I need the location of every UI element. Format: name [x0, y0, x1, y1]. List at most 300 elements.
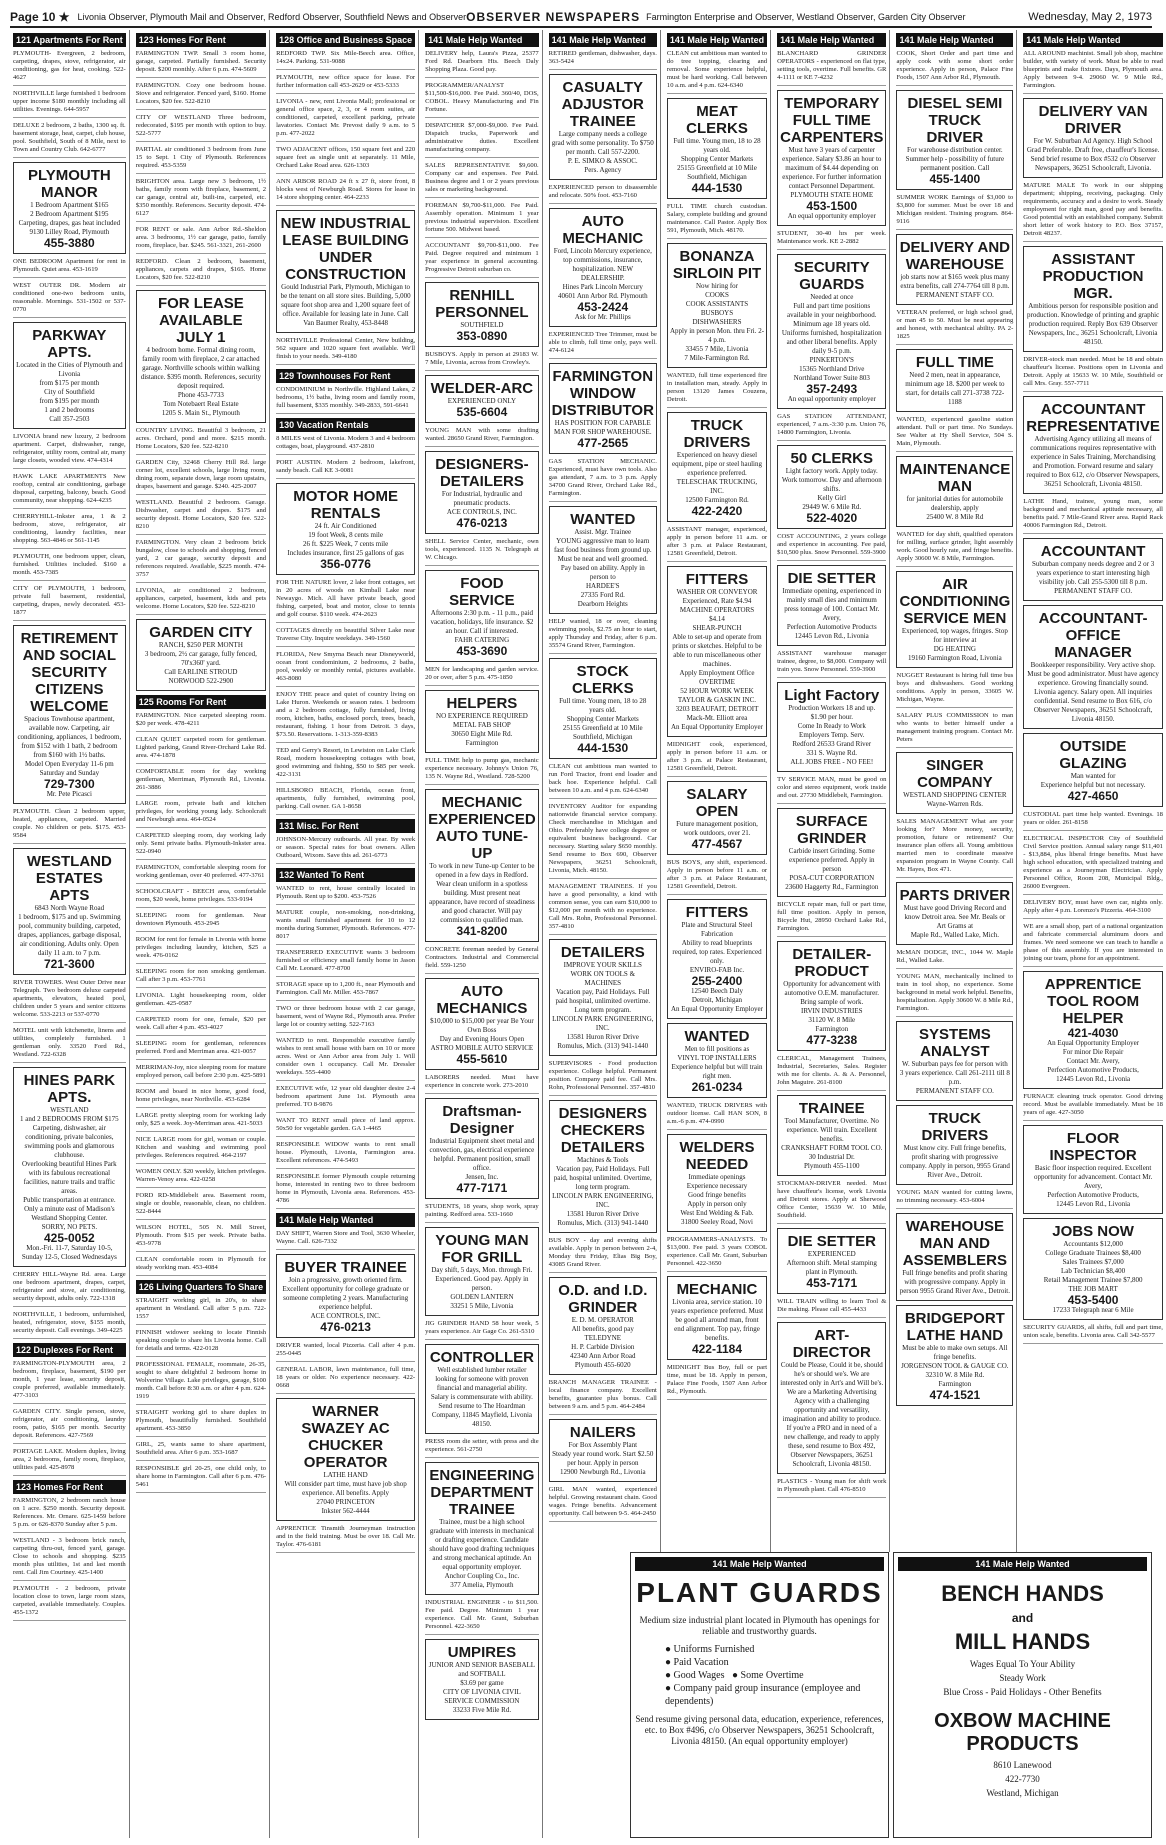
ad-and: and [1011, 1611, 1034, 1625]
ad-phone: 341-8200 [456, 924, 508, 938]
classified-ad: TV SERVICE MAN, must be good on color and stereo equipment, work inside and out. 27730 Middlebelt, Farmington. [777, 776, 886, 804]
ad-title: Light Factory [784, 687, 880, 704]
classified-ad: FULL TIME church custodian. Salary, complete building and ground maintenance. Call Pastor. Apply Box 591, Plymouth, Mich. 48170. [667, 203, 767, 239]
classified-ad: NORTHVILLE large furnished 1 bedroom upper income $180 monthly including all utilities. Evenings. 644-5957 [13, 90, 126, 118]
ad-line: Phone 453-7733 [177, 391, 224, 399]
ad-title: DESIGNERS CHECKERS DETAILERS [558, 1105, 647, 1156]
classified-ad: FARMINGTON. Nice carpeted sleeping room. $20 per week. 478-4211 [136, 712, 266, 732]
ad-title: AUTO MECHANIC [562, 213, 644, 247]
ad-line: 3203 BEAUFAIT, DETROIT [675, 705, 759, 713]
ad-line: Machines & Tools [577, 1156, 629, 1164]
classified-ad: FARMINGTON, comfortable sleeping room for working gentleman, over 40 preferred. 477-3761 [136, 864, 266, 884]
display-ad [549, 1419, 657, 1482]
ad-line: 1205 S. Main St., Plymouth [161, 409, 240, 417]
classified-ad: 8 MILES west of Livonia. Modern 3 and 4 bedroom cottages, boat, playground. 437-2810 [276, 435, 415, 455]
ad-line: Plymouth 455-1100 [803, 1162, 860, 1170]
classified-ad: FOR THE NATURE lover, 2 lake front cottages, set in 20 acres of woods on Kimball Lake near Newaygo. Mich. All have private beach, good fishing, carpeted, boat and motor, close to tennis and golf course. $110 week. 474-2623 [276, 579, 415, 623]
ad-title: FITTERS [685, 904, 749, 921]
ad-title: WARNER SWAZEY AC CHUCKER OPERATOR [301, 1403, 390, 1471]
ad-line: Shopping Center Markets [681, 155, 753, 163]
classified-ad: TED and Gerry's Resort, in Lewiston on Lake Clark Road, modern housekeeping cottages with boat, good swimming and fishing, $50 to $85 per week. 422-3131 [276, 747, 415, 783]
paper-list-right: Farmington Enterprise and Observer, Westland Observer, Garden City Observer [646, 12, 966, 22]
display-ad [425, 1227, 539, 1316]
ad-line: Immediate opening, experienced in mainly small dies and minimum press tonnage of 100. Contact Mr. Avery, [782, 587, 882, 622]
ad-line: Anchor Coupling Co., Inc. [444, 1572, 520, 1580]
ad-line: Will consider part time, must have job shop experience. All benefits. Apply [284, 1480, 407, 1497]
ad-line: 29449 W. 6 Mile Rd. [802, 503, 862, 511]
ad-line: Well established lumber retailer looking for someone with proven financial and managerial ability. Salary is commensurate with ability. Send resume to The Hoardman Company, 11845 Mayfield, Livonia 48150. [430, 1366, 533, 1428]
classified-ad: WANTED, TRUCK DRIVERS with outdoor license. Call HAN SON, 8 a.m.-6 p.m. 474-0990 [667, 1102, 767, 1130]
classified-ad: COMFORTABLE room for day working gentleman, Merriman, Plymouth Rd., Livonia. 261-3886 [136, 768, 266, 796]
ad-line: Sales Trainees $7,000 [1062, 1258, 1124, 1266]
ad-line: Trainee, must be a high school graduate with interests in mechanical or drafting experience. Candidate should have good drafting techniques and strong mechanical aptitude. An equal opportunity employer. [429, 1518, 535, 1571]
display-ad [276, 1398, 415, 1521]
ad-line: 12900 Newburgh Rd., Livonia [559, 1468, 646, 1476]
ad-title: FITTERS [685, 571, 749, 588]
ad-line: DG HEATING [933, 645, 976, 653]
classified-ad: CONDOMINIUM in Northville. Highland Lakes, 2 bedrooms, 1½ baths, living room and family room, full basement, $335 monthly. 349-2833, 591-6641 [276, 386, 415, 414]
display-ad [549, 74, 657, 180]
ad-line: Mon.-Fri. 11-7, Saturday 10-5, Sunday 12-5, Closed Wednesdays [21, 1244, 117, 1261]
display-ad [896, 90, 1013, 190]
ad-line: Advertising Agency utilizing all means of communications requires representative with experience in Sales Training, Merchandising and Promotion. Forward resume and salary required to Box 612, c/o Observer Newspapers, 36251 Schoolcraft, Livonia 48150. [1026, 435, 1160, 488]
display-ad [549, 363, 657, 454]
ad-line: WASHER OR CONVEYOR [676, 588, 758, 596]
display-ad [136, 290, 266, 423]
ad-line: 9130 Lilley Road, Plymouth [29, 228, 110, 236]
classified-ad: RIVER TOWERS. West Outer Drive near Telegraph. Two bedroom deluxe carpeted apartments, elevators, heated pool, children under 5 years and senior citizens welcome. 533-2213 or 537-0770 [13, 979, 126, 1023]
classified-ad: CONCRETE foreman needed by General Contractors. Industrial and Commercial field. 559-1250 [425, 946, 539, 974]
display-ad [777, 565, 886, 646]
ad-line: Livonia area, service station. 10 years experience preferred. Must be good all around man, front end alignment. Top pay, fringe benefits. [670, 1298, 764, 1342]
ad-title: FLOOR INSPECTOR [1049, 1130, 1137, 1164]
ad-line: 25155 Greenfield at 10 Mile [562, 724, 643, 732]
ad-phone: 422-1184 [691, 1342, 743, 1356]
ad-line: $4.14 [709, 615, 725, 623]
ad-title: SECURITY GUARDS [793, 259, 870, 293]
classified-ad: DISPATCHER $7,000-$9,000. Fee Paid. Dispatch trucks, Paperwork and administrative duties. Excellent manufacturing company. [425, 122, 539, 158]
display-ad [425, 375, 539, 423]
display-ad [1023, 605, 1163, 729]
ad-line: West End Welding & Fab. [680, 1209, 754, 1217]
ad-phone: 476-0213 [456, 516, 508, 530]
ad-title: DETAILER-PRODUCT [792, 946, 872, 980]
classified-ad: SCHOOLCRAFT - BEECH area, comfortable room, $20 week, home privileges. 533-9194 [136, 888, 266, 908]
ad-phone: 453-5400 [1067, 1293, 1119, 1307]
classified-ad: BRANCH MANAGER TRAINEE - local finance company. Excellent benefits, guarantee plus bonus. Call between 9 a.m. and 5 p.m. 464-2484 [549, 1379, 657, 1415]
classified-ad: STRAIGHT working girl, in 20's, to share apartment in Westland. Call after 5 p.m. 722-1557 [136, 1297, 266, 1325]
classified-ad: HILLSBORO BEACH, Florida, ocean front, apartments, fully furnished, swimming pool, parking. Call owner. GA 1-8658 [276, 787, 415, 815]
ad-line: Spacious Townhouse apartment, available now. Carpeting, air conditioning, appliances, 1 bedroom, from $152 with 1 bath, 2 bedroom from $160 with 1½ baths. [17, 715, 122, 759]
classified-ad: LIVONIA - new, rent Livonia Mall; professional or general office space, 2, 3, or 4 room suites, air conditioned, carpeted, excellent parking, private lavatories. Contact Mr. Prevost daily 9 a.m. to 5 p.m. 477-2022 [276, 98, 415, 142]
ad-line: HARDEE'S [586, 582, 620, 590]
ad-line: For minor Die Repair [1062, 1048, 1124, 1056]
ad-line: 4 bedroom home. Formal dining room, family room with fireplace, 2 car attached garage. Northville schools within walking distance. $395 month. References, security deposit required. [140, 346, 262, 390]
ad-line: 12500 Farmington Rd. [685, 496, 749, 504]
ad-phone: 427-4650 [1067, 789, 1119, 803]
ad-title: UMPIRES [447, 1644, 517, 1661]
ad-line: NORWOOD 522-2900 [168, 677, 234, 685]
ad-line: Saturday and Sunday [39, 769, 100, 777]
benefit-item: ● Good Wages ● Some Overtime [665, 1670, 804, 1681]
classified-ad: PORTAGE LAKE. Modern duplex, living area, 2 bedrooms, family room, fireplace, utilities paid. 425-8978 [13, 1448, 126, 1476]
ad-line: Inkster 562-4444 [321, 1507, 370, 1515]
classified-ad: WESTLAND - 3 bedroom brick ranch, carpeting thru-out, fenced yard, garage. Close to schools and shopping. $235 month plus utilities, 1st and last month rent. Call Jim Courtney. 425-1400 [13, 1537, 126, 1581]
ad-line: Shopping Center Markets [566, 715, 639, 723]
classified-ad: REDFORD. Clean 2 bedroom, basement, appliances, carpets and drapes, $165. Home Locators, $20 fee. 522-8210 [136, 258, 266, 286]
classified-ad: COUNTRY LIVING. Beautiful 3 bedroom, 21 acres. Orchard, pond and more. $215 month. Home Locators, $20 fee. 522-8210 [136, 427, 266, 455]
classified-ad: LABORERS needed. Must have experience in concrete work. 273-2010 [425, 1074, 539, 1094]
paper-name: OBSERVER NEWSPAPERS [466, 10, 641, 24]
ad-line: Bookkeeper responsibility. Very active shop. Must be good administrator. Must have agency experience. Growing financially sound. Livonia agency. Salary open. All inquiries confidential. Send resume to Box 616, c/o Observer Newspapers, 36251 Schoolcraft, Livonia 48150. [1027, 661, 1159, 723]
section-header: 141 Male Help Wanted [276, 1213, 415, 1227]
ad-line: Vacation pay, Paid Holidays. Full paid hospital, unlimited overtime. Long term program. [555, 988, 651, 1014]
ad-line: COOK ASSISTANTS [685, 300, 749, 308]
classified-ad: MERRIMAN-Joy, nice sleeping room for mature employed person, call before 2:30 p.m. 425-5891 [136, 1064, 266, 1084]
display-ad [896, 752, 1013, 814]
ad-line: Farmington [938, 1380, 972, 1388]
classified-ad: ACCOUNTANT $9,700-$11,000. Fee Paid. Degree required and minimum 1 year experience in general accounting. Progressive Detroit suburban co. [425, 242, 539, 278]
display-ad [896, 349, 1013, 412]
display-ad [276, 1254, 415, 1338]
ad-line: 19 foot Week, 8 cents mile [308, 531, 383, 539]
ad-line: Immediate openings [688, 1173, 746, 1181]
ad-line: 7 Mile-Farmington Rd. [684, 354, 750, 362]
ad-title: NEW INDUSTRIAL LEASE BUILDING UNDER CONSTRUCTION [280, 215, 411, 283]
ad-line: Apply in person Mon. thru Fri. 2-4 p.m. [669, 327, 765, 344]
ad-line: An Equal Opportunity Employer [1047, 1039, 1140, 1047]
ad-line: 12445 Levon Rd., Livonia [1056, 1200, 1131, 1208]
ad-line: 31800 Seeley Road, Novi [681, 1218, 753, 1226]
classified-ad: PARTIAL air conditioned 3 bedroom from June 15 to Sept. 1 City of Plymouth. References required. 453-5359 [136, 146, 266, 174]
section-header: 125 Rooms For Rent [136, 695, 266, 709]
display-ad [13, 625, 126, 804]
paper-list-left: Livonia Observer, Plymouth Mail and Observer, Redford Observer, Southfield News and Observer [77, 12, 467, 22]
classified-ad: WILSON HOTEL, 505 N. Mill Street, Plymouth. From $15 per week. Private baths. 453-9778 [136, 1224, 266, 1252]
column-3 [273, 30, 419, 1838]
classified-ad: INDUSTRIAL ENGINEER - to $11,500. Fee paid. Degree. Minimum 1 year experience. Call Mr. Grant, Suburban Personnel. 422-3650 [425, 1599, 539, 1635]
classified-ad: EXPERIENCED person to disassemble and relocate. 50% foot. 453-7160 [549, 184, 657, 204]
ad-line: Apply in person only [687, 1200, 747, 1208]
ad-line: 52 HOUR WORK WEEK [680, 687, 754, 695]
display-ad [425, 1344, 539, 1434]
classified-ad: STRAIGHT working girl to share duplex in Plymouth, beautifully furnished. Southfield apartment. 453-3850 [136, 1409, 266, 1437]
classified-ad: SALARY PLUS COMMISSION to man who wants to better himself under a management training program. Contact Mr. Peters [896, 712, 1013, 748]
classified-ad: FURNACE cleaning truck operator. Good driving record. Must be available immediately. Must be 18 years of age. 427-3050 [1023, 1093, 1163, 1121]
display-ad [896, 1305, 1013, 1406]
classified-ad: GARDEN City, 32468 Cherry Hill Rd. large corner lot, excellent schools, large living room, dining room, separate down, large room upstairs, drapes, basement and garage. $240. 425-2007 [136, 459, 266, 495]
ad-title: DESIGNERS-DETAILERS [435, 456, 529, 490]
display-ad [13, 322, 126, 429]
ad-title: MECHANIC EXPERIENCED AUTO TUNE-UP [428, 794, 536, 862]
section-header: 141 Male Help Wanted [549, 33, 657, 47]
classified-ad: SLEEPING room for gentleman. Near downtown Plymouth. 453-2945 [136, 912, 266, 932]
ad-line: OVERTIME [699, 678, 735, 686]
display-ad [425, 1098, 539, 1199]
ad-line: Tom Notebaert Real Estate [163, 400, 239, 408]
display-ad [777, 1322, 886, 1474]
ad-title: DETAILERS [560, 944, 645, 961]
ad-line: Call EARLINE STROUD [164, 668, 238, 676]
classified-ad: MATURE couple, non-smoking, non-drinking, wants small furnished apartment for 10 to 12 months during Summer, Plymouth. References. 477-8017 [276, 909, 415, 945]
ad-line: Production Workers 18 and up. $1.90 per hour. [788, 704, 876, 721]
classified-ad: ANN ARBOR ROAD 24 ft x 27 ft, store front, 8 blocks west of Newburgh Road. Stores for lease in 14 store shopping center. 464-2233 [276, 178, 415, 206]
classified-ad: FARMINGTON TWP. Small 3 room home, garage, carpeted. Partially furnished. Security deposit. $200 monthly. After 6 p.m. 474-5609 [136, 50, 266, 78]
classified-ad: GIRL MAN wanted, experienced helpful. Growing restaurant chain. Good wages. Fringe benefits. Advancement opportunity. Call between 9-5. 464-2450 [549, 1486, 657, 1522]
classified-ad: FINNISH widower seeking to locate Finnish speaking couple to share his Livonia home. Call for details and terms. 422-0128 [136, 1329, 266, 1357]
classified-ad: DRIVER-stock man needed. Must be 18 and obtain chauffeur's license. Positions open in Livonia and Detroit. Apply at 15633 W. 10 Mile, Southfield or call Mrs. Gray. 557-7711 [1023, 356, 1163, 392]
section-header: 132 Wanted To Rent [276, 868, 415, 882]
ad-footer: Send resume giving personal data, education, experience, references, etc. to Box #496, c/o Observer Newspapers, 36251 Schoolcraft, Livonia 48150. (An equal opportunity employer) [635, 1714, 884, 1746]
ad-line: Assist. Mgr. Trainee [574, 528, 632, 536]
classified-ad: CARPETED room for one, female, $20 per week. Call after 4 p.m. 453-4027 [136, 1016, 266, 1036]
ad-line: For warehouse distribution center. Summer help - possibility of future permanent position. Call [905, 146, 1005, 172]
ad-line: ASTRO MOBILE AUTO SERVICE [430, 1044, 534, 1052]
ad-line: VINYL TOP INSTALLERS [677, 1054, 757, 1062]
section-header: 131 Misc. For Rent [276, 819, 415, 833]
ad-phone: 453-7171 [806, 1276, 858, 1290]
display-ad [896, 1213, 1013, 1301]
ad-line: Southfield, Michigan [573, 733, 633, 741]
display-ad [549, 939, 657, 1056]
classified-ad: STORAGE space up to 1,200 ft., near Plymouth and Farmington. Call Mr. Miller. 453-7867 [276, 981, 415, 1001]
ad-line: 3 bedroom, 2½ car garage, fully fenced, 70'x360' yard. [144, 650, 257, 667]
ad-line: H. P. Carbide Division [571, 1343, 635, 1351]
display-ad [13, 162, 126, 254]
ad-title: MOTOR HOME RENTALS [293, 488, 398, 522]
ad-phone: 453-3690 [456, 644, 508, 658]
ad-line: Plymouth 455-6020 [574, 1361, 631, 1369]
classified-ad: EXECUTIVE wife, 12 year old daughter desire 2-4 bedroom apartment June 1st. Plymouth area preferred. TO 8-9876 [276, 1085, 415, 1113]
classified-ad: COOK, Short Order and part time and apply cook with some short order experience. Apply in person, Palace Fine Foods, 1507 Ann Arbor Rd., Plymouth. [896, 50, 1013, 86]
ad-line: Full time. Young men, 18 to 28 years old. [673, 137, 761, 154]
ad-line: Experienced on heavy diesel equipment, pipe or steel hauling experience preferred. [671, 451, 762, 477]
classified-ad: INVENTORY Auditor for expanding nationwide financial service company. Check merchandise in Michigan and Ohio. Preferably have college degree or equivalent business background. Car necessary. Starting salary $650 monthly. Send resume to Box 690, Observer Newspapers, 36251 Schoolcraft, Livonia, Mich. 48150. [549, 803, 657, 879]
ad-title: 50 CLERKS [790, 450, 874, 467]
ad-line: 1 and 2 bedrooms [44, 406, 95, 414]
classified-ad: COST ACCOUNTING, 2 years college and experience in accounting. Fee paid, $10,500 plus. Snow Personnel. 559-3900 [777, 533, 886, 561]
display-ad [425, 690, 539, 753]
classified-ad: SALES MANAGEMENT What are your looking for? More money, security, promotion, future or retirement? Our insurance plan offers all. Young ambitious married men to coordinate massive expansion program in Wayne County. Call Mr. Hayes, Box 471. [896, 818, 1013, 878]
classified-ad: GARDEN CITY. Single person, stove, refrigerator, air conditioning, laundry room, patio, $165 per month. Security deposit. References. 427-7569 [13, 1408, 126, 1444]
classified-ad: MIDNIGHT cook, experienced, apply in person before 11 a.m. or after 3 p.m. at Palace Restaurant, 12581 Greenfield, Detroit. [667, 741, 767, 777]
ad-line: 23600 Haggerty Rd., Farmington [785, 883, 879, 891]
classified-ad: NORTHVILLE, 1 bedroom, unfurnished, heated, refrigerator, stove, $155 month, security deposit. Call evenings. 349-4225 [13, 1311, 126, 1339]
plant-guards-ad [630, 1552, 889, 1838]
ad-title: ART-DIRECTOR [792, 1327, 871, 1361]
display-ad [777, 1228, 886, 1294]
ad-line: from $195 per month [39, 397, 100, 405]
classified-ad: WEST OUTER DR. Modern air conditioned one-two bedroom units, reasonable. Mornings. 531-1502 or 537-0770 [13, 282, 126, 318]
ad-title: JOBS NOW [1052, 1223, 1134, 1240]
ad-line: 31120 W. 8 Mile [808, 1016, 856, 1024]
ad-phone: 477-3238 [806, 1033, 858, 1047]
classified-ad: DAY SHIFT, Warren Store and Tool, 3630 Wheeler, Wayne. Call. 626-7332 [276, 1230, 415, 1250]
display-ad [667, 412, 767, 522]
bottom-display-ads [630, 1552, 1152, 1838]
display-ad [896, 882, 1013, 945]
ad-title: DIE SETTER [787, 570, 876, 587]
ad-title: WESTLAND ESTATES APTS [26, 853, 112, 904]
ad-line: Men to fill positions as [684, 1045, 750, 1053]
ad-line: $3.69 per game [460, 1679, 504, 1687]
classified-ad: JIG GRINDER HAND 58 hour week, 5 years experience. Air Gage Co. 261-5310 [425, 1320, 539, 1340]
company-city: Westland, Michigan [986, 1788, 1059, 1798]
display-ad [667, 1134, 767, 1232]
ad-line: For Industrial, hydraulic and pneumatic products. [441, 490, 522, 507]
ad-line: Must have good Driving Record and know Detroit area. See Mr. Beals or Art Grams at [903, 904, 1007, 930]
display-ad [13, 848, 126, 975]
ad-title: BUYER TRAINEE [284, 1259, 407, 1276]
classified-ad: APPRENTICE Tinsmith Journeyman instruction and in the field training. Must be over 18. Call Mr. Taylor. 476-6181 [276, 1525, 415, 1553]
display-ad [896, 571, 1013, 668]
display-ad [667, 1276, 767, 1360]
ad-line: Ask for Mr. Phillips [574, 313, 631, 321]
display-ad [896, 1105, 1013, 1185]
classified-ad: RESPONSIBLE WIDOW wants to rent small house. Plymouth, Livonia, Farmington area. Excellent references. 474-5493 [276, 1141, 415, 1169]
ad-line: JORGENSON TOOL & GAUGE CO. [901, 1362, 1009, 1370]
ad-line: 13581 Huron River Drive [566, 1033, 639, 1041]
classified-ad: FLORIDA, New Smyrna Beach near Disneyworld, ocean front condominium, 2 bedrooms, 2 baths, pool, weekly or monthly rental, pictures available. 463-8080 [276, 651, 415, 687]
ad-phone: 357-2493 [806, 382, 858, 396]
ad-title: ENGINEERING DEPARTMENT TRAINEE [429, 1467, 535, 1518]
ad-line: for janitorial duties for automobile dealership, apply [906, 495, 1004, 512]
ad-title: STOCK CLERKS [571, 663, 634, 697]
ad-line: Full time. Young men, 18 to 28 years old. [559, 697, 647, 714]
classified-ad: CLEAN QUIET carpeted room for gentleman. Lighted parking, Grand River-Orchard Lake Rd. area. 474-1878 [136, 736, 266, 764]
section-header: 126 Living Quarters To Share [136, 1280, 266, 1294]
display-ad [667, 243, 767, 368]
ad-line: NO EXPERIENCE REQUIRED [436, 712, 528, 720]
ad-line: 30650 Eight Mile Rd. [451, 730, 513, 738]
classified-ad: WANT TO RENT small piece of land approx. 50x50 for vegetable garden. GA 1-4465 [276, 1117, 415, 1137]
ad-line: Opportunity for advancement with automotive O.E.M. manufacturer. Bring sample of work. [783, 980, 881, 1006]
classified-ad: CLEAN cut ambitious man wanted to run Ford Tractor, front end loader and back hoe. Experience helpful. Call between 10 a.m. and 4 p.m. 624-6340 [549, 763, 657, 799]
ad-title: SYSTEMS ANALYST [919, 1026, 991, 1060]
ad-phone: 522-4020 [806, 511, 858, 525]
classified-ad: PLYMOUTH, one bedroom upper, clean, furnished. Utilities included. $160 a month. 453-7385 [13, 553, 126, 581]
ad-line: 12445 Levon Rd., Livonia [794, 632, 869, 640]
classified-ad: ASSISTANT manager, experienced, apply in person before 11 a.m. or after 3 p.m. at Palace Restaurant, 12581 Greenfield, Detroit. [667, 526, 767, 562]
ad-line: JUNIOR AND SENIOR BASEBALL and SOFTBALL [428, 1661, 536, 1678]
classified-ad: CLEAN cut ambitious man wanted to do tree topping, clearing and removal. Some experience helpful, must be hard working. Call between 10 a.m. and 4 p.m. 624-6340 [667, 50, 767, 94]
ad-title: TRAINEE [798, 1100, 865, 1117]
classified-ad: MIDNIGHT Bus Boy, full or part time, must be 18. Apply in person, Palace Fine Foods, 1507 Ann Arbor Rd., Plymouth. [667, 1364, 767, 1400]
ad-line: PERMANENT STAFF CO. [1054, 587, 1133, 595]
section-header: 141 Male Help Wanted [635, 1557, 884, 1571]
ad-title: HINES PARK APTS. [23, 1072, 116, 1106]
column-2 [133, 30, 270, 1838]
ad-line: THE JOB MART [1068, 1285, 1118, 1293]
classified-ad: PROFESSIONAL FEMALE, roommate, 26-35, sought to share delightful 2 bedroom home in Wolverine Village. Lake privileges, garage, $100 month. Call before 8:30 a.m. or after 4 p.m. 624-1919 [136, 1361, 266, 1405]
ad-line: Now hiring for [695, 282, 738, 290]
ad-title: MECHANIC [676, 1281, 758, 1298]
page-number: Page 10 ★ [10, 10, 70, 24]
ad-title: AIR CONDITIONING SERVICE MEN [899, 576, 1011, 627]
ad-line: LATHE HAND [323, 1471, 368, 1479]
classified-ad: DRIVER wanted, local Pizzeria. Call after 4 p.m. 255-0445 [276, 1342, 415, 1362]
display-ad [896, 234, 1013, 305]
section-header: 123 Homes For Rent [136, 33, 266, 47]
ad-line: Overlooking beautiful Hines Park with its fabulous recreational facilities, nature trails and traffic areas. [22, 1160, 117, 1195]
ad-line: 27040 PRINCETON [316, 1498, 375, 1506]
classified-ad: CLEAN comfortable room in Plymouth for steady working man. 453-4084 [136, 1256, 266, 1276]
ad-line: ENVIRO-FAB Inc. [689, 966, 745, 974]
ad-phone: 453-2424 [577, 300, 629, 314]
classified-ad: BUS BOYS, any shift, experienced. Apply in person before 11 a.m. or after 3 p.m. at Palace Restaurant, 12581 Greenfield, Detroit. [667, 859, 767, 895]
ad-line: E. D. M. OPERATOR [571, 1316, 634, 1324]
classified-ad: BICYCLE repair man, full or part time, full time position. Apply in person, Bicycle Hut, 28950 Orchard Lake Rd., Farmington. [777, 901, 886, 937]
ad-line: 24 ft. Air Conditioned [314, 522, 377, 530]
ad-line: Basic floor inspection required. Excellent opportunity for advancement. Contact Mr. Avery, [1034, 1164, 1153, 1190]
classified-ad: HAWK LAKE APARTMENTS New rooftop, central air conditioning, garbage disposal, carpeting, balcony, beach. Good community, near shopping. 624-4235 [13, 473, 126, 509]
display-ad [549, 1100, 657, 1233]
display-ad [425, 789, 539, 942]
ad-line: City of Southfield [44, 388, 95, 396]
classified-ad: MANAGEMENT TRAINEES. If you have a good personality, a kind with common sense, you can earn $10,000 to $12,000 per month with no experience. Call Mrs. Rohn, Professional Personnel. 357-4810 [549, 883, 657, 935]
classified-ad: DELIVERY help, Laura's Pizza, 25377 Ford Rd. Dearborn Hts. Beech Daly Shopping Plaza. Good pay. [425, 50, 539, 78]
ad-line: Dearborn Heights [577, 600, 628, 608]
classified-ad: ENJOY THE peace and quiet of country living on Lake Huron. Weekends or season rates. 1 bedroom and a 2 bedroom cottage, fully furnished, living room, kitchen, baths, enclosed porch, trees, beach, restaurant, fishing. 1 hour from Detroit. 3 days, $73.50. Reservations. 1-313-359-8383 [276, 691, 415, 743]
ad-line: Steady year round work. Start $2.50 per hour. Apply in person [552, 1450, 654, 1467]
classified-ad: COTTAGES directly on beautiful Silver Lake near Traverse City. Inquire weekdays. 349-1560 [276, 627, 415, 647]
classified-ad: MOTEL unit with kitchenette, linens and utilities, completely furnished. 1 gentleman only. 33520 Ford Rd., Westland. 722-6328 [13, 1027, 126, 1063]
ad-phone: 474-1521 [929, 1388, 981, 1402]
classified-ad: SUPERVISORS - Food production experience. College helpful. Permanent position. Company paid fee. Call Mrs. Rohn, Professional Personnel. 357-4810 [549, 1060, 657, 1096]
company-address: 8610 Lanewood [993, 1760, 1052, 1770]
issue-date: Wednesday, May 2, 1973 [1028, 11, 1152, 23]
classified-ad: WOMEN ONLY. $20 weekly, kitchen privileges. Warren-Venoy area. 422-0258 [136, 1168, 266, 1188]
ad-title: OUTSIDE GLAZING [1059, 738, 1127, 772]
ad-line: 12540 Beech Daly [690, 987, 744, 995]
ad-title: SALARY OPEN [686, 786, 748, 820]
ad-line: All benefits, good pay [571, 1325, 634, 1333]
display-ad [425, 1639, 539, 1720]
ad-line: PLYMOUTH STATE HOME [790, 191, 874, 199]
ad-line: PERMANENT STAFF CO. [915, 1087, 994, 1095]
section-header: 141 Male Help Wanted [777, 33, 886, 47]
ad-title: FOR LEASE AVAILABLE JULY 1 [157, 295, 244, 346]
ad-line: 30 Industrial Dr. [808, 1153, 855, 1161]
oxbow-ad [893, 1552, 1152, 1838]
ad-line: An Equal Opportunity Employer [671, 723, 763, 731]
ad-title: PLYMOUTH MANOR [27, 167, 111, 201]
ad-line: Day shift, 5 days, Mon. through Fri. Experienced. Good pay. Apply in person. [431, 1266, 533, 1292]
section-header: 129 Townhouses For Rent [276, 369, 415, 383]
ad-title: WELDER-ARC [430, 380, 534, 397]
ad-phone: 353-0890 [456, 329, 508, 343]
ad-title: CASUALTY ADJUSTOR TRAINEE [561, 79, 644, 130]
ad-line: 25155 Greenfield at 10 Mile [677, 164, 757, 172]
display-ad [896, 456, 1013, 527]
ad-phone: 476-0213 [320, 1320, 371, 1334]
classified-ad: HELP wanted, 18 or over, cleaning swimming pools, $2.75 an hour to start, apply Thursday and Friday, after 6 p.m. 35574 Grand River, Farmington. [549, 618, 657, 654]
ad-title: O.D. and I.D. GRINDER [558, 1282, 648, 1316]
ad-line: Perfection Automotive Products [786, 623, 877, 631]
ad-title: TRUCK DRIVERS [921, 1110, 989, 1144]
ad-line: Man wanted for [1070, 772, 1116, 780]
ad-line: 33251 5 Mile, Livonia [450, 1302, 514, 1310]
ad-line: Able to set-up and operate from prints or sketches. Helpful to be able to run miscellaneous other machines. [672, 633, 762, 668]
ad-line: 13581 Huron River Drive [566, 1210, 639, 1218]
ad-line: Experienced, Rate $4.94 [682, 597, 752, 605]
section-header: 141 Male Help Wanted [898, 1557, 1147, 1571]
classified-ad: PORT AUSTIN. Modern 2 bedroom, lakefront, sandy beach. Call KE 3-0081 [276, 459, 415, 479]
ad-line: Need 2 men, neat in appearance, minimum age 18. $200 per week to start, for details call 271-3738 722-1188 [905, 371, 1005, 406]
ad-line: 27335 Ford Rd. [580, 591, 625, 599]
ad-line-2: Steady Work [999, 1673, 1046, 1683]
classified-ad: FULL TIME help to pump gas, mechanic experience necessary. Johnny's Union 76, 135 N. Wayne Rd., Westland. 728-5200 [425, 757, 539, 785]
